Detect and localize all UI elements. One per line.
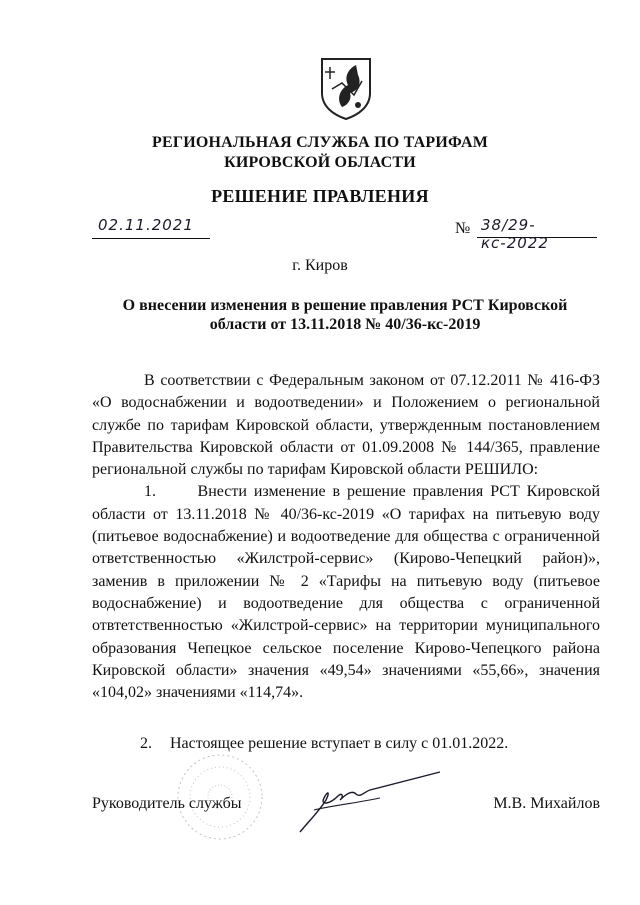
signature-icon xyxy=(290,770,450,840)
document-title: РЕШЕНИЕ ПРАВЛЕНИЯ xyxy=(211,186,429,206)
subject-line-1: О внесении изменения в решение правления РСТ Кировской xyxy=(122,297,568,314)
item-1-paragraph xyxy=(92,481,600,704)
coat-of-arms-icon xyxy=(318,55,374,121)
subject xyxy=(100,296,590,334)
subject-line-2: области от 13.11.2018 № 40/36-кс-2019 xyxy=(209,316,481,333)
number-value: 38/29-кс-2022 xyxy=(481,216,549,252)
preamble-paragraph: В соответствии с Федеральным законом от 07.12.2011 № 416-ФЗ «О водоснабжении и водоотведении» и Положением о региональной службе по тарифам Кировской области, утвержденным постановлением Правительства Кировской области от 01.09.2008 № 144/365, правление региональной службы по тарифам Кировской области РЕШИЛО: xyxy=(92,372,600,479)
organization-line-1: РЕГИОНАЛЬНАЯ СЛУЖБА ПО ТАРИФАМ xyxy=(151,134,489,151)
item-1-number: 1. xyxy=(144,483,156,501)
city: г. Киров xyxy=(292,257,348,274)
organization-line-2: КИРОВСКОЙ ОБЛАСТИ xyxy=(224,154,416,171)
document-body xyxy=(92,370,600,704)
number-field xyxy=(455,216,597,252)
item-2-number: 2. xyxy=(140,735,152,752)
signatory-position: Руководитель службы xyxy=(92,795,242,812)
number-sign: № xyxy=(455,220,471,237)
organization-name xyxy=(0,133,640,173)
signatory-name: М.В. Михайлов xyxy=(493,795,600,812)
item-2-text: Настоящее решение вступает в силу с 01.01.2022. xyxy=(170,735,509,752)
date-value: 02.11.2021 xyxy=(98,216,194,234)
item-1-text: Внести изменение в решение правления РСТ Кировской области от 13.11.2018 № 40/36-кс-2019 «О тарифах на питьевую воду (питьевое водоснабжение) и водоотведение для общества с ограниченной ответственностью «Жилстрой-сервис» (Кирово-Чепецкий район)», заменив в приложении № 2 «Тарифы на питьевую воду (питьевое водоснабжение) и водоотведение для общества с ограниченной отвтетственностью «Жилстрой-сервис» на территории муниципального образования Чепецкое сельское поселение Кирово-Чепецкого района Кировской области» значения «49,54» значениями «55,66», значения «104,02» значениями «114,74». xyxy=(92,483,601,702)
date-field xyxy=(92,218,210,239)
